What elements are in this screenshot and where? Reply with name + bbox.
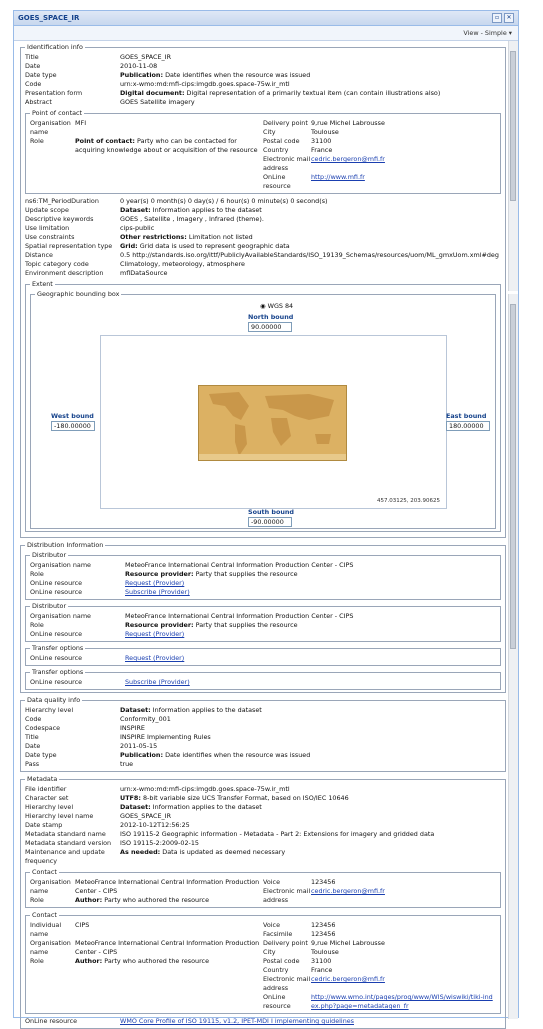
metadata-section (20, 775, 506, 1029)
extent-section (25, 280, 501, 532)
distribution-section (20, 541, 506, 693)
field-value: Resource provider: Party that supplies the resource (125, 570, 298, 578)
field-label: Role (30, 621, 44, 629)
field-value: MeteoFrance International Central Information Production Center - CIPS (125, 561, 354, 569)
field-value: GOES_SPACE_IR (120, 812, 172, 820)
email-link[interactable]: cedric.bergeron@mfi.fr (311, 975, 385, 983)
field-label: Environment description (25, 269, 104, 277)
field-label: Organisation name (30, 878, 71, 895)
metadata-legend: Metadata (27, 775, 58, 783)
field-value: Dataset: Information applies to the dataset (120, 706, 262, 714)
request-provider-link[interactable]: Request (Provider) (125, 579, 185, 587)
field-label: OnLine resource (30, 678, 83, 686)
field-label: Title (25, 733, 39, 741)
field-value: GOES Satellite imagery (120, 98, 195, 106)
field-value: GOES_SPACE_IR (120, 53, 172, 61)
field-value: Climatology, meteorology, atmosphere (120, 260, 245, 268)
lower-scroll-thumb[interactable] (510, 304, 516, 649)
field-label: OnLine resource (30, 579, 83, 587)
bbox-panel (35, 300, 491, 526)
contact-legend: Contact (32, 911, 57, 919)
field-value: Other restrictions: Limitation not listed (120, 233, 253, 241)
field-value: MeteoFrance International Central Information Production Center - CIPS (75, 939, 260, 956)
metadata-content (20, 41, 506, 1025)
view-mode-menu[interactable]: View - Simple ▾ (463, 29, 512, 37)
field-label: Role (30, 957, 44, 965)
transfer-options-2 (25, 668, 501, 690)
field-label: Voice (263, 921, 281, 929)
field-value: INSPIRE (120, 724, 145, 732)
field-label: Maintenance and update frequency (25, 848, 105, 865)
data-quality-legend: Data quality info (27, 696, 81, 704)
field-value: urn:x-wmo:md:mfi-cips:imgdb.goes.space-75w.ir_mtl (120, 785, 290, 793)
restore-icon[interactable]: ▫ (492, 13, 502, 23)
field-value: 123456 (311, 878, 336, 886)
field-value: France (311, 966, 333, 974)
field-label: Delivery point (263, 939, 308, 947)
field-label: Postal code (263, 957, 300, 965)
transfer-options-legend: Transfer options (32, 644, 84, 652)
field-value: MeteoFrance International Central Information Production Center - CIPS (125, 612, 354, 620)
field-value: Toulouse (311, 128, 339, 136)
field-label: OnLine resource (30, 654, 83, 662)
field-value: urn:x-wmo:md:mfi-cips:imgdb.goes.space-75w.ir_mtl (120, 80, 290, 88)
email-link[interactable]: cedric.bergeron@mfi.fr (311, 155, 385, 163)
field-value: 31100 (311, 137, 332, 145)
upper-scroll-thumb[interactable] (510, 51, 516, 201)
wgs84-option[interactable] (260, 302, 293, 310)
field-label: Spatial representation type (25, 242, 113, 250)
field-label: Topic category code (25, 260, 89, 268)
field-value: 9,rue Michel Labrousse (311, 939, 385, 947)
field-label: Country (263, 146, 289, 154)
north-bound-input[interactable]: 90.00000 (248, 322, 292, 332)
radio-icon[interactable]: ◉ (260, 302, 266, 310)
field-label: Hierarchy level (25, 706, 74, 714)
east-bound-input[interactable]: 180.00000 (446, 421, 490, 431)
window-title: GOES_SPACE_IR (18, 14, 80, 22)
field-value: Digital document: Digital representation of a primarily textual item (can contain illustrations also) (120, 89, 441, 97)
field-value: true (120, 760, 134, 768)
field-label: Voice (263, 878, 281, 886)
field-value: ISO 19115-2:2009-02-15 (120, 839, 199, 847)
field-label: Organisation name (30, 612, 91, 620)
distributor-legend: Distributor (32, 602, 67, 610)
field-value: 123456 (311, 930, 336, 938)
field-label: Hierarchy level name (25, 812, 94, 820)
contact-legend: Contact (32, 868, 57, 876)
field-label: Electronic mail address (263, 975, 311, 992)
wmo-profile-link[interactable]: WMO Core Profile of ISO 19115, v1.2, IPET-MDI I implementing guidelines (120, 1017, 355, 1025)
transfer-options-1 (25, 644, 501, 666)
point-of-contact-section (25, 109, 501, 194)
field-label: Organisation name (30, 939, 71, 956)
field-label: Role (30, 570, 44, 578)
field-label: Organisation name (30, 561, 91, 569)
field-value: Publication: Date identifies when the resource was issued (120, 71, 311, 79)
identification-table (25, 53, 501, 107)
south-bound-label: South bound (248, 508, 295, 516)
field-value: MeteoFrance International Central Information Production Center - CIPS (75, 878, 260, 895)
field-label: Use constraints (25, 233, 75, 241)
field-label: Use limitation (25, 224, 70, 232)
subscribe-provider-link[interactable]: Subscribe (Provider) (125, 588, 190, 596)
email-link[interactable]: cedric.bergeron@mfi.fr (311, 887, 385, 895)
field-label: Hierarchy level (25, 803, 74, 811)
field-value: 9,rue Michel Labrousse (311, 119, 385, 127)
field-label: Date (25, 62, 41, 70)
field-value: Author: Party who authored the resource (75, 896, 209, 904)
south-bound-input[interactable]: -90.00000 (248, 517, 292, 527)
field-label: Role (30, 137, 44, 145)
point-of-contact-legend: Point of contact (32, 109, 83, 117)
distributor-2 (25, 602, 501, 642)
field-label: Title (25, 53, 39, 61)
field-value: Conformity_001 (120, 715, 171, 723)
north-bound-label: North bound (248, 313, 294, 321)
east-bound-label: East bound (446, 412, 487, 420)
distributor-1 (25, 551, 501, 600)
wgs84-label: WGS 84 (267, 302, 294, 310)
subscribe-provider-link[interactable]: Subscribe (Provider) (125, 678, 190, 686)
field-label: Character set (25, 794, 69, 802)
transfer-options-legend: Transfer options (32, 668, 84, 676)
identification-table-2 (25, 197, 501, 278)
contact-2 (25, 911, 501, 1014)
field-value: INSPIRE Implementing Rules (120, 733, 211, 741)
field-label: OnLine resource (30, 588, 83, 596)
field-label: Metadata standard name (25, 830, 106, 838)
cursor-coordinates: 457.03125, 203.90625 (377, 498, 440, 504)
field-value: Toulouse (311, 948, 339, 956)
world-map-image (198, 385, 347, 461)
field-label: Code (25, 715, 42, 723)
field-label: Metadata standard version (25, 839, 112, 847)
field-label: ns6:TM_PeriodDuration (25, 197, 99, 205)
metadata-window (13, 10, 519, 1025)
field-value: 0.5 http://standards.iso.org/ittf/PubliclyAvailableStandards/ISO_19139_Schemas/resources/uom/ML_gmxUom.xml#deg (120, 251, 499, 259)
field-label: Pass (25, 760, 40, 768)
lower-scrollbar[interactable] (508, 294, 518, 1019)
field-label: Date type (25, 751, 57, 759)
field-label: Electronic mail address (263, 155, 311, 172)
online-resource-link[interactable]: http://www.mfi.fr (311, 173, 365, 181)
field-value: UTF8: 8-bit variable size UCS Transfer Format, based on ISO/IEC 10646 (120, 794, 349, 802)
identification-legend: Identification info (27, 43, 83, 51)
field-label: Facsimile (263, 930, 293, 938)
field-label: Electronic mail address (263, 887, 311, 904)
window-toolbar (14, 26, 518, 41)
field-value: 31100 (311, 957, 332, 965)
identification-section (20, 43, 506, 538)
field-label: City (263, 948, 276, 956)
field-value: Dataset: Information applies to the dataset (120, 803, 262, 811)
field-label: Date stamp (25, 821, 63, 829)
field-label: Abstract (25, 98, 52, 106)
field-value: Grid: Grid data is used to represent geographic data (120, 242, 290, 250)
window-titlebar (14, 11, 518, 26)
field-label: OnLine resource (30, 630, 83, 638)
field-value: mflDataSource (120, 269, 168, 277)
west-bound-input[interactable]: -180.00000 (51, 421, 95, 431)
field-label: Distance (25, 251, 53, 259)
distribution-legend: Distribution Information (27, 541, 104, 549)
field-value: Resource provider: Party that supplies the resource (125, 621, 298, 629)
field-value: Dataset: Information applies to the dataset (120, 206, 262, 214)
west-bound-label: West bound (51, 412, 94, 420)
field-value: France (311, 146, 333, 154)
distributor-legend: Distributor (32, 551, 67, 559)
field-value: As needed: Data is updated as deemed necessary (120, 848, 286, 856)
field-label: Individual name (30, 921, 62, 938)
field-label: Country (263, 966, 289, 974)
field-value: MFI (75, 119, 87, 127)
upper-scrollbar[interactable] (508, 41, 518, 291)
field-value: 2012-10-12T12:56:25 (120, 821, 190, 829)
field-value: 0 year(s) 0 month(s) 0 day(s) / 6 hour(s) 0 minute(s) 0 second(s) (120, 197, 328, 205)
field-label: Code (25, 80, 42, 88)
field-label: City (263, 128, 276, 136)
field-value: GOES , Satellite , Imagery , Infrared (theme). (120, 215, 264, 223)
field-label: Update scope (25, 206, 69, 214)
request-provider-link[interactable]: Request (Provider) (125, 654, 185, 662)
field-label: OnLine resource (25, 1017, 78, 1025)
extent-legend: Extent (32, 280, 53, 288)
field-value: Point of contact: Party who can be contacted for acquiring knowledge about or acquisition of the resource (75, 137, 258, 154)
field-label: Organisation name (30, 119, 71, 136)
data-quality-section (20, 696, 506, 772)
field-label: Date type (25, 71, 57, 79)
field-label: Role (30, 896, 44, 904)
field-value: CIPS (75, 921, 90, 929)
bbox-section (30, 290, 496, 529)
field-label: Codespace (25, 724, 61, 732)
field-label: Presentation form (25, 89, 83, 97)
request-provider-link[interactable]: Request (Provider) (125, 630, 185, 638)
field-label: Postal code (263, 137, 300, 145)
field-value: 2011-05-15 (120, 742, 158, 750)
field-value: Author: Party who authored the resource (75, 957, 209, 965)
field-value: cips-public (120, 224, 155, 232)
field-label: OnLine resource (263, 993, 291, 1010)
contact-1 (25, 868, 501, 908)
bbox-legend: Geographic bounding box (37, 290, 120, 298)
field-value: Publication: Date identifies when the resource was issued (120, 751, 311, 759)
online-resource-link[interactable]: http://www.wmo.int/pages/prog/www/WIS/wiswiki/tiki-index.php?page=metadatagen_fr (311, 993, 493, 1010)
field-label: Delivery point (263, 119, 308, 127)
close-icon[interactable]: ✕ (504, 13, 514, 23)
field-label: Descriptive keywords (25, 215, 94, 223)
field-label: OnLine resource (263, 173, 291, 190)
field-value: 2010-11-08 (120, 62, 158, 70)
field-label: Date (25, 742, 41, 750)
field-label: File identifier (25, 785, 67, 793)
field-value: ISO 19115-2 Geographic information - Metadata - Part 2: Extensions for imagery and gridded data (120, 830, 435, 838)
field-value: 123456 (311, 921, 336, 929)
